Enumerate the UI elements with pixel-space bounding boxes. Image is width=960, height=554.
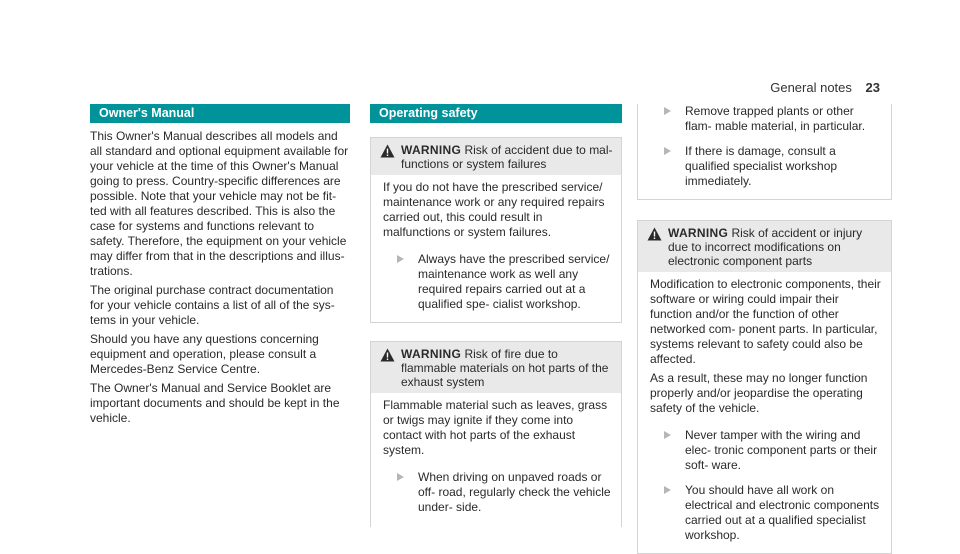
instruction-item	[650, 104, 883, 134]
page-number: 23	[865, 80, 880, 95]
warning-title: Risk of accident or injury due to incorrect modifications on electronic component parts	[668, 226, 863, 268]
instruction-item	[383, 470, 613, 515]
owners-manual-paragraph: This Owner's Manual describes all models and all standard and optional equipment available for your vehicle at the time of this Owner's Manual going to press. Country-specific differences are possible. Note that your vehicle may not be fit- ted with all features described. This is also the case for systems and functions relevant to safety. Therefore, the equipment on your vehicle may differ from that in the descriptions and illus- trations.	[90, 129, 349, 278]
bullet-arrow-icon	[397, 473, 404, 481]
warning-header	[371, 342, 621, 393]
bullet-arrow-icon	[664, 107, 671, 115]
page-header	[770, 80, 880, 95]
instruction-text: Never tamper with the wiring and elec- tronic component parts or their soft- ware.	[685, 428, 878, 472]
warning-triangle-icon	[380, 144, 395, 158]
warning-text: As a result, these may no longer function properly and/or jeopardise the operating safety of the vehicle.	[650, 371, 868, 415]
warning-text: If you do not have the prescribed service/ maintenance work or any required repairs carried out, this could result in malfunctions or system failures.	[383, 180, 605, 239]
owners-manual-paragraph: The original purchase contract documentation for your vehicle contains a list of all of the sys- tems in your vehicle.	[90, 283, 335, 327]
instruction-text: When driving on unpaved roads or off- road, regularly check the vehicle under- side.	[418, 470, 611, 514]
warning-body	[371, 175, 621, 322]
bullet-arrow-icon	[397, 255, 404, 263]
instruction-text: Remove trapped plants or other flam- mable material, in particular.	[685, 104, 866, 133]
operating-safety-heading: Operating safety	[370, 104, 622, 123]
warning-title: Risk of accident due to mal- functions or system failures	[401, 143, 613, 171]
operating-safety-continued	[637, 104, 892, 554]
bullet-arrow-icon	[664, 147, 671, 155]
warning-label: WARNING	[401, 347, 462, 361]
instruction-text: Always have the prescribed service/ maintenance work as well any required repairs carried out at a qualified spe- cialist workshop.	[418, 252, 610, 311]
warning-label: WARNING	[401, 143, 462, 157]
warning-title: Risk of fire due to flammable materials on hot parts of the exhaust system	[401, 347, 609, 389]
bullet-arrow-icon	[664, 486, 671, 494]
running-header: General notes	[770, 80, 852, 95]
owners-manual-section	[90, 104, 350, 426]
warning-body	[638, 104, 891, 199]
warning-box-fire	[370, 341, 622, 527]
warning-box-modifications	[637, 220, 892, 554]
warning-label: WARNING	[668, 226, 729, 240]
warning-triangle-icon	[647, 227, 662, 241]
instruction-text: You should have all work on electrical and electronic components carried out at a qualified specialist workshop.	[685, 483, 880, 542]
warning-header	[371, 138, 621, 175]
instruction-item	[650, 483, 883, 543]
warning-triangle-icon	[380, 348, 395, 362]
owners-manual-heading: Owner's Manual	[90, 104, 350, 123]
operating-safety-section	[370, 104, 622, 527]
owners-manual-paragraph: Should you have any questions concerning equipment and operation, please consult a Mercedes-Benz Service Centre.	[90, 332, 319, 376]
warning-body	[371, 393, 621, 527]
warning-body	[638, 272, 891, 553]
warning-box-fire-continued	[637, 104, 892, 200]
owners-manual-paragraph: The Owner's Manual and Service Booklet are important documents and should be kept in the vehicle.	[90, 381, 340, 425]
warning-box-malfunctions	[370, 137, 622, 323]
instruction-item	[650, 428, 883, 473]
warning-text: Flammable material such as leaves, grass or twigs may ignite if they come into contact with hot parts of the exhaust system.	[383, 398, 608, 457]
bullet-arrow-icon	[664, 431, 671, 439]
instruction-item	[383, 252, 613, 312]
warning-text: Modification to electronic components, their software or wiring could impair their function and/or the function of other networked com- ponent parts. In particular, systems relevant to safety could also be affected.	[650, 277, 881, 366]
instruction-text: If there is damage, consult a qualified specialist workshop immediately.	[685, 144, 838, 188]
instruction-item	[650, 144, 883, 189]
warning-header	[638, 221, 891, 272]
